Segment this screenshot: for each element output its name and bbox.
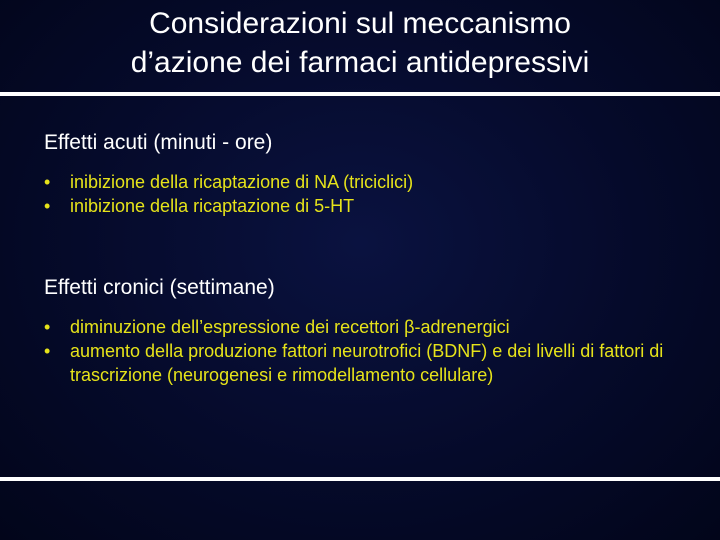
slide-title-line-2: d’azione dei farmaci antidepressivi (130, 46, 590, 79)
acute-effect-item (44, 194, 690, 218)
chronic-effect-text: aumento della produzione fattori neurotrofici (BDNF) e dei livelli di fattori di trascrizione (neurogenesi e rimodellamento cellulare) (70, 341, 664, 385)
bullet-icon: • (44, 196, 51, 216)
acute-effects-heading: Effetti acuti (minuti - ore) (44, 131, 273, 154)
bottom-divider (0, 477, 720, 481)
top-divider (0, 92, 720, 96)
acute-effects-list (44, 170, 690, 218)
acute-effect-text: inibizione della ricaptazione di 5-HT (70, 196, 355, 216)
bullet-icon: • (44, 172, 51, 192)
slide-title (0, 4, 720, 82)
acute-effect-item (44, 170, 690, 194)
bullet-icon: • (44, 317, 51, 337)
chronic-effect-text: diminuzione dell’espressione dei recettori β-adrenergici (70, 317, 510, 337)
chronic-effect-item (44, 315, 690, 339)
chronic-effects-heading: Effetti cronici (settimane) (44, 276, 275, 299)
bullet-icon: • (44, 341, 51, 361)
chronic-effect-item (44, 339, 690, 387)
slide-title-line-1: Considerazioni sul meccanismo (149, 7, 571, 40)
acute-effect-text: inibizione della ricaptazione di NA (triciclici) (70, 172, 414, 192)
chronic-effects-list (44, 315, 690, 387)
